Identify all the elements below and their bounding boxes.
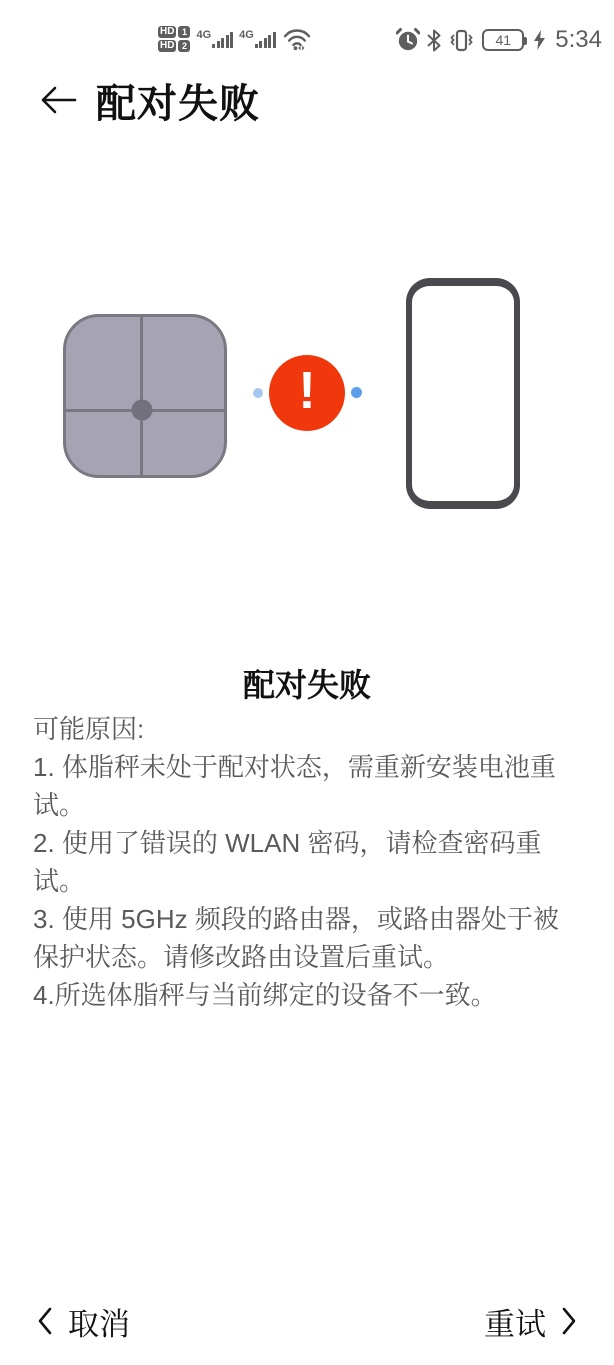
sim1-number: 1	[178, 26, 190, 38]
scale-vertical-line	[140, 317, 143, 475]
volte-hd-sim1-icon	[158, 26, 190, 38]
hd-badge: HD	[160, 40, 175, 51]
clock-time: 5:34	[555, 26, 602, 53]
exclamation-mark: !	[298, 362, 316, 420]
signal-sim2-icon	[239, 28, 276, 48]
cancel-label: 取消	[68, 1306, 130, 1342]
reason-item: 2. 使用了错误的 WLAN 密码，请检查密码重试。	[33, 828, 542, 896]
reason-header: 可能原因:	[33, 714, 145, 744]
phone-illustration	[406, 278, 520, 509]
volte-hd-sim2-icon	[158, 40, 190, 52]
network-type-label: 4G	[239, 28, 254, 41]
bluetooth-icon	[427, 29, 441, 52]
network-type-label: 4G	[196, 28, 212, 41]
back-button[interactable]	[40, 83, 78, 117]
wifi-icon	[282, 28, 312, 51]
retry-button[interactable]	[484, 1299, 578, 1344]
back-arrow-icon	[40, 84, 78, 116]
error-exclamation-icon	[269, 355, 345, 431]
status-bar-left	[158, 26, 312, 52]
battery-level: 41	[495, 32, 512, 48]
vibrate-icon	[448, 29, 475, 52]
reason-item: 1. 体脂秤未处于配对状态，需重新安装电池重试。	[33, 752, 556, 820]
signal-sim1-icon	[196, 28, 233, 48]
status-bar	[0, 24, 614, 60]
charging-bolt-icon	[534, 30, 545, 50]
status-bar-right	[396, 26, 602, 54]
retry-label: 重试	[484, 1306, 546, 1342]
hd-badge: HD	[160, 26, 175, 37]
alarm-icon	[396, 28, 420, 52]
sim2-number: 2	[178, 40, 190, 52]
cancel-button[interactable]	[36, 1299, 130, 1344]
page-title: 配对失败	[96, 81, 260, 126]
pairing-dot-right	[351, 387, 362, 398]
header	[0, 72, 614, 128]
signal-bars-icon	[255, 31, 276, 48]
result-title: 配对失败	[242, 667, 371, 703]
body-fat-scale-illustration	[63, 314, 227, 478]
reason-item: 3. 使用 5GHz 频段的路由器，或路由器处于被保护状态。请修改路由设置后重试。	[33, 904, 559, 972]
scale-horizontal-line	[66, 409, 224, 412]
reason-item: 4.所选体脂秤与当前绑定的设备不一致。	[33, 980, 497, 1010]
chevron-left-icon	[36, 1306, 53, 1336]
pairing-dot-left	[253, 388, 263, 398]
battery-icon	[482, 29, 524, 51]
failure-reasons	[33, 710, 584, 1014]
footer-actions	[0, 1296, 614, 1346]
chevron-right-icon	[561, 1306, 578, 1336]
signal-bars-icon	[212, 31, 233, 48]
volte-hd-badges	[158, 26, 190, 52]
scale-center-dot	[131, 400, 152, 421]
